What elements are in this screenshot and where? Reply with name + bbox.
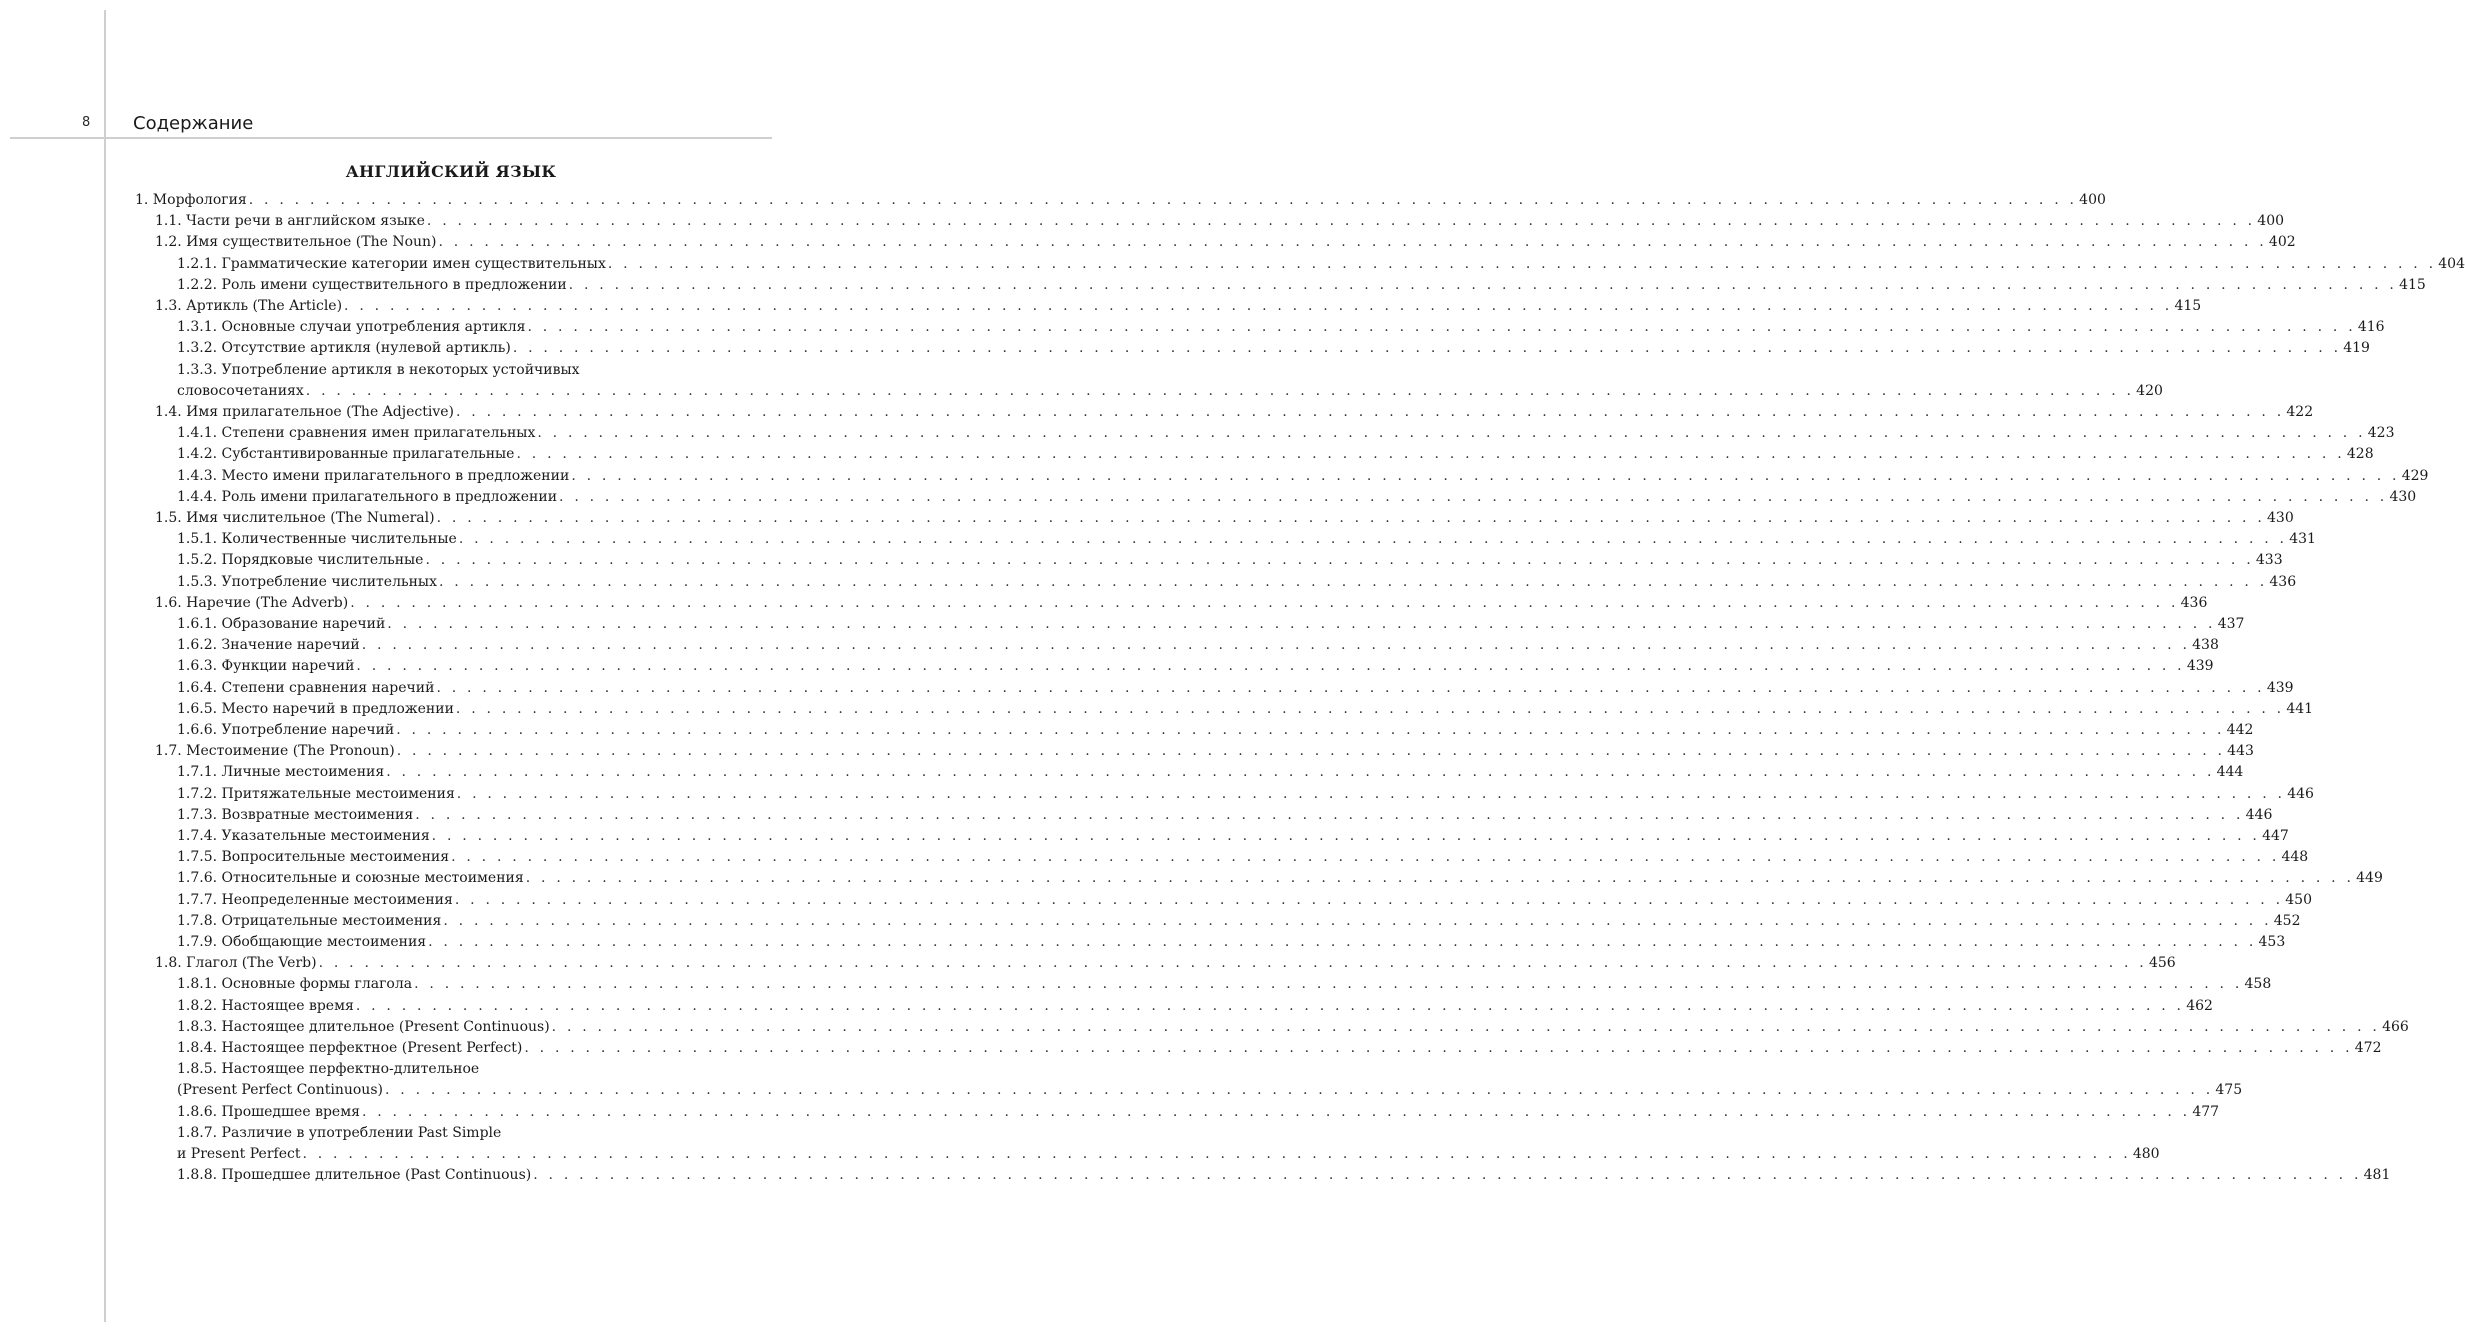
toc-entry-page: 438: [2192, 637, 2219, 654]
toc-entry-title: словосочетаниях: [177, 382, 304, 399]
toc-entry-page: 441: [2286, 700, 2314, 717]
toc-entry-title: 1. Морфология: [135, 192, 247, 208]
toc-entry-title: 1.4.3. Место имени прилагательного в предложении: [177, 467, 570, 484]
dot-leader: . . . . . . . . . . . . . . . . . . . . . . . . . . . . . . . . . . . . . . . . . . . . . . . . . . . . . . . . . . . . . . . . . . . . . . . . . . . . . . . . . . . . . . . . . . . . . . . . . . . . . . . . . . . . . . . . . . . . . . . .: [428, 934, 2257, 950]
toc-entry-page: 415: [2174, 298, 2202, 314]
toc-entry-title: 1.2.1. Грамматические категории имен существительных: [177, 255, 606, 272]
toc-entry-page: 444: [2216, 764, 2244, 781]
toc-entry[interactable]: [177, 996, 2213, 1017]
dot-leader: . . . . . . . . . . . . . . . . . . . . . . . . . . . . . . . . . . . . . . . . . . . . . . . . . . . . . . . . . . . . . . . . . . . . . . . . . . . . . . . . . . . . . . . . . . . . . . . . . . . . . . . . . . . . . . . . . . . . . . . .: [344, 298, 2173, 314]
toc-entry-page: 448: [2281, 849, 2309, 866]
toc-entry-title: 1.4.2. Субстантивированные прилагательные: [177, 446, 515, 463]
toc-entry-page: 420: [2136, 382, 2163, 399]
toc-entry[interactable]: [177, 423, 2395, 444]
toc-entry[interactable]: [177, 529, 2316, 550]
toc-entry-page: 442: [2226, 722, 2254, 738]
dot-leader: . . . . . . . . . . . . . . . . . . . . . . . . . . . . . . . . . . . . . . . . . . . . . . . . . . . . . . . . . . . . . . . . . . . . . . . . . . . . . . . . . . . . . . . . . . . . . . . . . . . . . . . . . . . . . . . . . . . . . . . .: [387, 616, 2216, 632]
toc-entry-page: 466: [2382, 1018, 2409, 1035]
vertical-margin-rule: [104, 10, 106, 1322]
toc-entry-title: 1.8.8. Прошедшее длительное (Past Continuous): [177, 1167, 532, 1184]
dot-leader: . . . . . . . . . . . . . . . . . . . . . . . . . . . . . . . . . . . . . . . . . . . . . . . . . . . . . . . . . . . . . . . . . . . . . . . . . . . . . . . . . . . . . . . . . . . . . . . . . . . . . . . . . . . . . . . . . . . . . . . .: [451, 849, 2280, 866]
dot-leader: . . . . . . . . . . . . . . . . . . . . . . . . . . . . . . . . . . . . . . . . . . . . . . . . . . . . . . . . . . . . . . . . . . . . . . . . . . . . . . . . . . . . . . . . . . . . . . . . . . . . . . . . . . . . . . . . . . . . . . . .: [396, 743, 2226, 760]
toc-entry[interactable]: [155, 953, 2176, 974]
toc-entry-title: 1.5.2. Порядковые числительные: [177, 552, 424, 569]
toc-entry-page: 436: [2269, 573, 2297, 590]
toc-entry-title: 1.5.3. Употребление числительных: [177, 573, 437, 590]
toc-entry[interactable]: [177, 1144, 2160, 1165]
toc-entry-page: 481: [2363, 1167, 2391, 1184]
toc-entry[interactable]: [177, 338, 2370, 359]
toc-entry-title: 1.7.6. Относительные и союзные местоимения: [177, 870, 524, 887]
toc-entry-page: 430: [2267, 510, 2294, 526]
dot-leader: . . . . . . . . . . . . . . . . . . . . . . . . . . . . . . . . . . . . . . . . . . . . . . . . . . . . . . . . . . . . . . . . . . . . . . . . . . . . . . . . . . . . . . . . . . . . . . . . . . . . . . . . . . . . . . . . . . . . . . . .: [436, 510, 2266, 526]
dot-leader: . . . . . . . . . . . . . . . . . . . . . . . . . . . . . . . . . . . . . . . . . . . . . . . . . . . . . . . . . . . . . . . . . . . . . . . . . . . . . . . . . . . . . . . . . . . . . . . . . . . . . . . . . . . . . . . . . . . . . . . .: [384, 1082, 2214, 1099]
dot-leader: . . . . . . . . . . . . . . . . . . . . . . . . . . . . . . . . . . . . . . . . . . . . . . . . . . . . . . . . . . . . . . . . . . . . . . . . . . . . . . . . . . . . . . . . . . . . . . . . . . . . . . . . . . . . . . . . . . . . . . . .: [350, 594, 2179, 611]
toc-entry-page: 450: [2285, 891, 2312, 908]
toc-entry-title: 1.8. Глагол (The Verb): [155, 955, 317, 972]
dot-leader: . . . . . . . . . . . . . . . . . . . . . . . . . . . . . . . . . . . . . . . . . . . . . . . . . . . . . . . . . . . . . . . . . . . . . . . . . . . . . . . . . . . . . . . . . . . . . . . . . . . . . . . . . . . . . . . . . . . . . . . .: [426, 213, 2256, 230]
dot-leader: . . . . . . . . . . . . . . . . . . . . . . . . . . . . . . . . . . . . . . . . . . . . . . . . . . . . . . . . . . . . . . . . . . . . . . . . . . . . . . . . . . . . . . . . . . . . . . . . . . . . . . . . . . . . . . . . . . . . . . . .: [318, 955, 2147, 972]
toc-entry[interactable]: [177, 890, 2312, 911]
dot-leader: . . . . . . . . . . . . . . . . . . . . . . . . . . . . . . . . . . . . . . . . . . . . . . . . . . . . . . . . . . . . . . . . . . . . . . . . . . . . . . . . . . . . . . . . . . . . . . . . . . . . . . . . . . . . . . . . . . . . . . . .: [607, 255, 2437, 272]
toc-entry[interactable]: [177, 317, 2385, 338]
toc-entry-title: 1.2.2. Роль имени существительного в предложении: [177, 276, 567, 293]
dot-leader: . . . . . . . . . . . . . . . . . . . . . . . . . . . . . . . . . . . . . . . . . . . . . . . . . . . . . . . . . . . . . . . . . . . . . . . . . . . . . . . . . . . . . . . . . . . . . . . . . . . . . . . . . . . . . . . . . . . . . . . .: [355, 997, 2185, 1014]
toc-entry[interactable]: [177, 381, 2163, 402]
toc-entry-page: 447: [2262, 828, 2289, 844]
toc-entry[interactable]: [177, 720, 2254, 741]
toc-entry[interactable]: [177, 614, 2245, 635]
toc-entry-page: 400: [2079, 192, 2106, 208]
header-divider: [10, 137, 772, 139]
dot-leader: . . . . . . . . . . . . . . . . . . . . . . . . . . . . . . . . . . . . . . . . . . . . . . . . . . . . . . . . . . . . . . . . . . . . . . . . . . . . . . . . . . . . . . . . . . . . . . . . . . . . . . . . . . . . . . . . . . . . . . . .: [443, 912, 2272, 929]
toc-entry-page: 431: [2289, 531, 2316, 548]
toc-entry-title: 1.7.1. Личные местоимения: [177, 764, 385, 781]
toc-entry[interactable]: [177, 678, 2294, 699]
toc-entry-title: 1.4.1. Степени сравнения имен прилагательных: [177, 425, 536, 442]
toc-entry-title: 1.7.3. Возвратные местоимения: [177, 806, 414, 823]
dot-leader: . . . . . . . . . . . . . . . . . . . . . . . . . . . . . . . . . . . . . . . . . . . . . . . . . . . . . . . . . . . . . . . . . . . . . . . . . . . . . . . . . . . . . . . . . . . . . . . . . . . . . . . . . . . . . . . . . . . . . . . .: [454, 891, 2284, 908]
dot-leader: . . . . . . . . . . . . . . . . . . . . . . . . . . . . . . . . . . . . . . . . . . . . . . . . . . . . . . . . . . . . . . . . . . . . . . . . . . . . . . . . . . . . . . . . . . . . . . . . . . . . . . . . . . . . . . . . . . . . . . . .: [456, 785, 2286, 802]
toc-entry-title: 1.7.2. Притяжательные местоимения: [177, 785, 455, 802]
toc-entry-page: 472: [2354, 1040, 2382, 1056]
toc-entry[interactable]: [177, 550, 2283, 571]
toc-entry-page: 429: [2401, 467, 2429, 484]
section-title: АНГЛИЙСКИЙ ЯЗЫК: [345, 162, 557, 181]
toc-entry-page: 475: [2215, 1082, 2243, 1099]
toc-entry-page: 436: [2180, 594, 2208, 611]
toc-entry[interactable]: [177, 762, 2244, 783]
dot-leader: . . . . . . . . . . . . . . . . . . . . . . . . . . . . . . . . . . . . . . . . . . . . . . . . . . . . . . . . . . . . . . . . . . . . . . . . . . . . . . . . . . . . . . . . . . . . . . . . . . . . . . . . . . . . . . . . . . . . . . . .: [436, 679, 2265, 696]
toc-entry-page: 456: [2148, 955, 2176, 972]
toc-entry[interactable]: [177, 444, 2374, 465]
dot-leader: . . . . . . . . . . . . . . . . . . . . . . . . . . . . . . . . . . . . . . . . . . . . . . . . . . . . . . . . . . . . . . . . . . . . . . . . . . . . . . . . . . . . . . . . . . . . . . . . . . . . . . . . . . . . . . . . . . . . . . . .: [559, 488, 2388, 505]
toc-entry-page: 439: [2186, 658, 2214, 675]
toc-entry[interactable]: [177, 847, 2309, 868]
toc-entry[interactable]: [155, 296, 2202, 317]
toc-entry[interactable]: [177, 1059, 772, 1080]
toc-entry-title: 1.7.5. Вопросительные местоимения: [177, 849, 450, 866]
dot-leader: . . . . . . . . . . . . . . . . . . . . . . . . . . . . . . . . . . . . . . . . . . . . . . . . . . . . . . . . . . . . . . . . . . . . . . . . . . . . . . . . . . . . . . . . . . . . . . . . . . . . . . . . . . . . . . . . . . . . . . . .: [455, 404, 2285, 420]
toc-entry-page: 462: [2186, 997, 2213, 1014]
dot-leader: . . . . . . . . . . . . . . . . . . . . . . . . . . . . . . . . . . . . . . . . . . . . . . . . . . . . . . . . . . . . . . . . . . . . . . . . . . . . . . . . . . . . . . . . . . . . . . . . . . . . . . . . . . . . . . . . . . . . . . . .: [458, 531, 2288, 548]
toc-entry[interactable]: [177, 805, 2273, 826]
toc-entry-title: 1.3.3. Употребление артикля в некоторых устойчивых: [177, 361, 580, 378]
dot-leader: . . . . . . . . . . . . . . . . . . . . . . . . . . . . . . . . . . . . . . . . . . . . . . . . . . . . . . . . . . . . . . . . . . . . . . . . . . . . . . . . . . . . . . . . . . . . . . . . . . . . . . . . . . . . . . . . . . . . . . . .: [455, 700, 2285, 717]
dot-leader: . . . . . . . . . . . . . . . . . . . . . . . . . . . . . . . . . . . . . . . . . . . . . . . . . . . . . . . . . . . . . . . . . . . . . . . . . . . . . . . . . . . . . . . . . . . . . . . . . . . . . . . . . . . . . . . . . . . . . . . .: [537, 425, 2366, 442]
toc-entry-page: 404: [2438, 255, 2465, 272]
toc-entry-title: 1.3.1. Основные случаи употребления артикля: [177, 319, 526, 336]
toc-entry-title: 1.7. Местоимение (The Pronoun): [155, 743, 395, 760]
toc-entry[interactable]: [177, 656, 2214, 677]
toc-entry[interactable]: [177, 868, 2383, 889]
toc-entry-title: 1.3. Артикль (The Article): [155, 298, 343, 314]
toc-entry-title: 1.4.4. Роль имени прилагательного в предложении: [177, 488, 558, 505]
toc-entry-title: 1.8.6. Прошедшее время: [177, 1103, 360, 1120]
toc-entry[interactable]: [177, 1080, 2243, 1101]
toc-entry-title: 1.3.2. Отсутствие артикля (нулевой артикль): [177, 340, 511, 357]
toc-entry[interactable]: [177, 360, 772, 381]
running-head: Содержание: [133, 113, 254, 134]
dot-leader: . . . . . . . . . . . . . . . . . . . . . . . . . . . . . . . . . . . . . . . . . . . . . . . . . . . . . . . . . . . . . . . . . . . . . . . . . . . . . . . . . . . . . . . . . . . . . . . . . . . . . . . . . . . . . . . . . . . . . . . .: [525, 870, 2355, 887]
toc-entry[interactable]: [177, 572, 2297, 593]
toc-entry[interactable]: [155, 232, 2296, 253]
toc-entry[interactable]: [177, 974, 2272, 995]
toc-entry[interactable]: [177, 1102, 2220, 1123]
toc-entry-page: 443: [2227, 743, 2254, 760]
page-number: 8: [82, 115, 91, 130]
toc-entry-title: 1.6. Наречие (The Adverb): [155, 594, 349, 611]
dot-leader: . . . . . . . . . . . . . . . . . . . . . . . . . . . . . . . . . . . . . . . . . . . . . . . . . . . . . . . . . . . . . . . . . . . . . . . . . . . . . . . . . . . . . . . . . . . . . . . . . . . . . . . . . . . . . . . . . . . . . . . .: [356, 658, 2185, 675]
toc-entry-page: 439: [2266, 679, 2294, 696]
toc-entry[interactable]: [155, 402, 2314, 423]
toc-entry-title: 1.7.9. Обобщающие местоимения: [177, 934, 427, 950]
dot-leader: . . . . . . . . . . . . . . . . . . . . . . . . . . . . . . . . . . . . . . . . . . . . . . . . . . . . . . . . . . . . . . . . . . . . . . . . . . . . . . . . . . . . . . . . . . . . . . . . . . . . . . . . . . . . . . . . . . . . . . . .: [414, 976, 2243, 993]
toc-entry-page: 416: [2357, 319, 2385, 336]
toc-entry-title: 1.6.1. Образование наречий: [177, 616, 386, 632]
toc-entry-title: 1.6.5. Место наречий в предложении: [177, 700, 454, 717]
toc-entry-title: 1.5.1. Количественные числительные: [177, 531, 457, 548]
dot-leader: . . . . . . . . . . . . . . . . . . . . . . . . . . . . . . . . . . . . . . . . . . . . . . . . . . . . . . . . . . . . . . . . . . . . . . . . . . . . . . . . . . . . . . . . . . . . . . . . . . . . . . . . . . . . . . . . . . . . . . . .: [524, 1040, 2353, 1056]
toc-entry-page: 446: [2245, 806, 2273, 823]
toc-entry-page: 402: [2268, 234, 2296, 251]
toc-entry-title: 1.7.4. Указательные местоимения: [177, 828, 430, 844]
toc-entry-page: 428: [2346, 446, 2374, 463]
dot-leader: . . . . . . . . . . . . . . . . . . . . . . . . . . . . . . . . . . . . . . . . . . . . . . . . . . . . . . . . . . . . . . . . . . . . . . . . . . . . . . . . . . . . . . . . . . . . . . . . . . . . . . . . . . . . . . . . . . . . . . . .: [361, 1103, 2191, 1120]
toc-entry-title: и Present Perfect: [177, 1146, 301, 1162]
toc-entry[interactable]: [177, 826, 2289, 847]
toc-entry[interactable]: [135, 190, 2106, 211]
toc-entry-page: 423: [2367, 425, 2395, 442]
toc-entry[interactable]: [155, 593, 2208, 614]
toc-entry[interactable]: [177, 275, 2426, 296]
toc-entry-title: 1.5. Имя числительное (The Numeral): [155, 510, 435, 526]
toc-entry-title: 1.8.4. Настоящее перфектное (Present Perfect): [177, 1040, 523, 1056]
dot-leader: . . . . . . . . . . . . . . . . . . . . . . . . . . . . . . . . . . . . . . . . . . . . . . . . . . . . . . . . . . . . . . . . . . . . . . . . . . . . . . . . . . . . . . . . . . . . . . . . . . . . . . . . . . . . . . . . . . . . . . . .: [361, 637, 2191, 654]
toc-entry[interactable]: [155, 508, 2294, 529]
dot-leader: . . . . . . . . . . . . . . . . . . . . . . . . . . . . . . . . . . . . . . . . . . . . . . . . . . . . . . . . . . . . . . . . . . . . . . . . . . . . . . . . . . . . . . . . . . . . . . . . . . . . . . . . . . . . . . . . . . . . . . . .: [431, 828, 2261, 844]
toc-entry-page: 452: [2273, 912, 2301, 929]
toc-entry-page: 419: [2343, 340, 2370, 357]
toc-entry-page: 453: [2258, 934, 2286, 950]
toc-entry-page: 480: [2132, 1146, 2160, 1162]
toc-entry[interactable]: [155, 211, 2285, 232]
toc-entry-title: 1.6.2. Значение наречий: [177, 637, 360, 654]
toc-entry[interactable]: [177, 635, 2219, 656]
toc-entry[interactable]: [177, 1038, 2382, 1059]
toc-entry-title: 1.8.2. Настоящее время: [177, 997, 354, 1014]
toc-entry[interactable]: [177, 784, 2314, 805]
toc-entry[interactable]: [177, 699, 2314, 720]
toc-entry-title: 1.6.3. Функции наречий: [177, 658, 355, 675]
toc-entry-page: 430: [2389, 488, 2417, 505]
toc-entry-title: 1.6.6. Употребление наречий: [177, 722, 395, 738]
toc-entry-title: 1.8.7. Различие в употреблении Past Simple: [177, 1124, 502, 1141]
toc-entry-title: 1.7.8. Отрицательные местоимения: [177, 912, 442, 929]
dot-leader: . . . . . . . . . . . . . . . . . . . . . . . . . . . . . . . . . . . . . . . . . . . . . . . . . . . . . . . . . . . . . . . . . . . . . . . . . . . . . . . . . . . . . . . . . . . . . . . . . . . . . . . . . . . . . . . . . . . . . . . .: [302, 1146, 2131, 1162]
toc-entry-page: 446: [2287, 785, 2314, 802]
toc-entry[interactable]: [177, 487, 2417, 508]
dot-leader: . . . . . . . . . . . . . . . . . . . . . . . . . . . . . . . . . . . . . . . . . . . . . . . . . . . . . . . . . . . . . . . . . . . . . . . . . . . . . . . . . . . . . . . . . . . . . . . . . . . . . . . . . . . . . . . . . . . . . . . .: [533, 1167, 2362, 1184]
toc-entry[interactable]: [177, 254, 2465, 275]
toc-entry-title: 1.2. Имя существительное (The Noun): [155, 234, 437, 251]
dot-leader: . . . . . . . . . . . . . . . . . . . . . . . . . . . . . . . . . . . . . . . . . . . . . . . . . . . . . . . . . . . . . . . . . . . . . . . . . . . . . . . . . . . . . . . . . . . . . . . . . . . . . . . . . . . . . . . . . . . . . . . .: [527, 319, 2356, 336]
dot-leader: . . . . . . . . . . . . . . . . . . . . . . . . . . . . . . . . . . . . . . . . . . . . . . . . . . . . . . . . . . . . . . . . . . . . . . . . . . . . . . . . . . . . . . . . . . . . . . . . . . . . . . . . . . . . . . . . . . . . . . . .: [571, 467, 2400, 484]
dot-leader: . . . . . . . . . . . . . . . . . . . . . . . . . . . . . . . . . . . . . . . . . . . . . . . . . . . . . . . . . . . . . . . . . . . . . . . . . . . . . . . . . . . . . . . . . . . . . . . . . . . . . . . . . . . . . . . . . . . . . . . .: [512, 340, 2342, 357]
toc-entry-page: 415: [2399, 276, 2426, 293]
toc-entry-page: 400: [2257, 213, 2285, 230]
toc-entry-title: 1.1. Части речи в английском языке: [155, 213, 425, 230]
toc-entry-page: 422: [2286, 404, 2314, 420]
toc-entry[interactable]: [177, 911, 2301, 932]
toc-entry[interactable]: [177, 1017, 2409, 1038]
toc-entry[interactable]: [177, 1123, 772, 1144]
toc-entry[interactable]: [177, 932, 2286, 953]
dot-leader: . . . . . . . . . . . . . . . . . . . . . . . . . . . . . . . . . . . . . . . . . . . . . . . . . . . . . . . . . . . . . . . . . . . . . . . . . . . . . . . . . . . . . . . . . . . . . . . . . . . . . . . . . . . . . . . . . . . . . . . .: [438, 234, 2267, 251]
dot-leader: . . . . . . . . . . . . . . . . . . . . . . . . . . . . . . . . . . . . . . . . . . . . . . . . . . . . . . . . . . . . . . . . . . . . . . . . . . . . . . . . . . . . . . . . . . . . . . . . . . . . . . . . . . . . . . . . . . . . . . . .: [438, 573, 2268, 590]
dot-leader: . . . . . . . . . . . . . . . . . . . . . . . . . . . . . . . . . . . . . . . . . . . . . . . . . . . . . . . . . . . . . . . . . . . . . . . . . . . . . . . . . . . . . . . . . . . . . . . . . . . . . . . . . . . . . . . . . . . . . . . .: [425, 552, 2254, 569]
toc-entry-page: 477: [2192, 1103, 2220, 1120]
toc-entry-title: 1.8.3. Настоящее длительное (Present Continuous): [177, 1018, 550, 1035]
toc-entry[interactable]: [155, 741, 2254, 762]
toc-entry-page: 437: [2217, 616, 2245, 632]
dot-leader: . . . . . . . . . . . . . . . . . . . . . . . . . . . . . . . . . . . . . . . . . . . . . . . . . . . . . . . . . . . . . . . . . . . . . . . . . . . . . . . . . . . . . . . . . . . . . . . . . . . . . . . . . . . . . . . . . . . . . . . .: [551, 1018, 2381, 1035]
toc-entry[interactable]: [177, 466, 2429, 487]
dot-leader: . . . . . . . . . . . . . . . . . . . . . . . . . . . . . . . . . . . . . . . . . . . . . . . . . . . . . . . . . . . . . . . . . . . . . . . . . . . . . . . . . . . . . . . . . . . . . . . . . . . . . . . . . . . . . . . . . . . . . . . .: [305, 382, 2135, 399]
toc-entry-title: 1.8.5. Настоящее перфектно-длительное: [177, 1061, 480, 1078]
toc-entry-title: 1.4. Имя прилагательное (The Adjective): [155, 404, 454, 420]
dot-leader: . . . . . . . . . . . . . . . . . . . . . . . . . . . . . . . . . . . . . . . . . . . . . . . . . . . . . . . . . . . . . . . . . . . . . . . . . . . . . . . . . . . . . . . . . . . . . . . . . . . . . . . . . . . . . . . . . . . . . . . .: [415, 806, 2244, 823]
toc-entry-page: 458: [2244, 976, 2272, 993]
toc-entry[interactable]: [177, 1165, 2391, 1186]
toc-entry-title: 1.6.4. Степени сравнения наречий: [177, 679, 435, 696]
toc-entry-title: 1.8.1. Основные формы глагола: [177, 976, 413, 993]
dot-leader: . . . . . . . . . . . . . . . . . . . . . . . . . . . . . . . . . . . . . . . . . . . . . . . . . . . . . . . . . . . . . . . . . . . . . . . . . . . . . . . . . . . . . . . . . . . . . . . . . . . . . . . . . . . . . . . . . . . . . . . .: [516, 446, 2345, 463]
toc-entry-page: 433: [2255, 552, 2283, 569]
toc-entry-page: 449: [2356, 870, 2383, 887]
dot-leader: . . . . . . . . . . . . . . . . . . . . . . . . . . . . . . . . . . . . . . . . . . . . . . . . . . . . . . . . . . . . . . . . . . . . . . . . . . . . . . . . . . . . . . . . . . . . . . . . . . . . . . . . . . . . . . . . . . . . . . . .: [568, 276, 2398, 293]
dot-leader: . . . . . . . . . . . . . . . . . . . . . . . . . . . . . . . . . . . . . . . . . . . . . . . . . . . . . . . . . . . . . . . . . . . . . . . . . . . . . . . . . . . . . . . . . . . . . . . . . . . . . . . . . . . . . . . . . . . . . . . .: [386, 764, 2215, 781]
dot-leader: . . . . . . . . . . . . . . . . . . . . . . . . . . . . . . . . . . . . . . . . . . . . . . . . . . . . . . . . . . . . . . . . . . . . . . . . . . . . . . . . . . . . . . . . . . . . . . . . . . . . . . . . . . . . . . . . . . . . . . . .: [396, 722, 2225, 738]
dot-leader: . . . . . . . . . . . . . . . . . . . . . . . . . . . . . . . . . . . . . . . . . . . . . . . . . . . . . . . . . . . . . . . . . . . . . . . . . . . . . . . . . . . . . . . . . . . . . . . . . . . . . . . . . . . . . . . . . . . . . . . .: [248, 192, 2078, 208]
toc-entry-title: 1.7.7. Неопределенные местоимения: [177, 891, 453, 908]
toc-entry-title: (Present Perfect Continuous): [177, 1082, 383, 1099]
